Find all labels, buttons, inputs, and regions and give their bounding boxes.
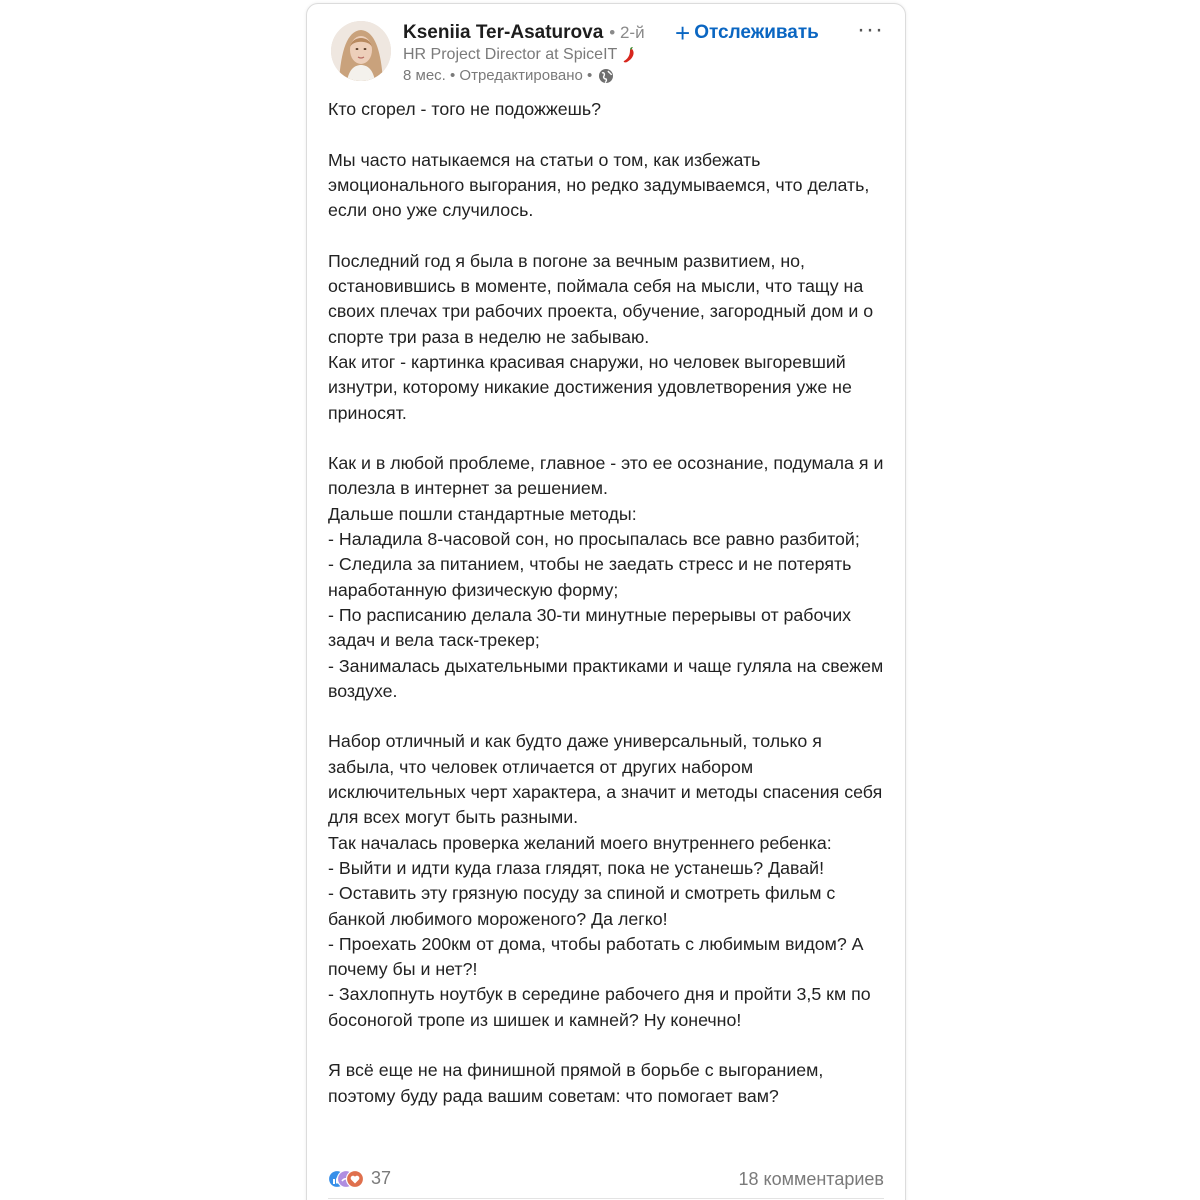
more-options-icon[interactable]: ···	[857, 16, 884, 43]
post-paragraph: Мы часто натыкаемся на статьи о том, как избежать эмоционального выгорания, но редко задумываемся, что делать, если оно уже случилось.	[328, 149, 870, 221]
author-headline	[403, 46, 637, 64]
headline-text: HR Project Director at SpiceIT	[403, 46, 618, 63]
love-reaction-icon	[347, 1170, 364, 1187]
divider	[328, 1198, 884, 1199]
follow-label: Отслеживать	[694, 22, 819, 43]
comments-count-link[interactable]: 18 комментариев	[738, 1169, 884, 1189]
globe-icon	[598, 68, 614, 84]
author-line	[403, 22, 645, 44]
chili-pepper-icon	[621, 46, 637, 64]
avatar[interactable]	[331, 21, 391, 81]
follow-button[interactable]	[675, 20, 819, 46]
reaction-icons	[328, 1169, 364, 1189]
post-body	[328, 97, 888, 1134]
reaction-count: 37	[371, 1168, 392, 1188]
author-name[interactable]: Kseniia Ter-Asaturova	[403, 22, 604, 43]
post-time: 8 мес. • Отредактировано •	[403, 67, 593, 84]
post-paragraph: Последний год я была в погоне за вечным развитием, но, остановившись в моменте, поймала себя на мысли, что тащу на своих плечах три рабочих проекта, обучение, загородный дом и о спорте три раза в неделю не забываю. Как итог - картинка красивая снаружи, но человек выгоревший изнутри, которому никакие достижения удовлетворения уже не приносят.	[328, 250, 874, 423]
reactions-summary[interactable]	[328, 1168, 391, 1189]
post-meta	[403, 67, 614, 84]
avatar-image	[331, 21, 391, 81]
plus-icon: +	[675, 18, 691, 48]
connection-degree: • 2-й	[609, 23, 645, 42]
post-paragraph: Кто сгорел - того не подожжешь?	[328, 99, 602, 119]
post-paragraph: Как и в любой проблеме, главное - это ее осознание, подумала я и полезла в интернет за решением. Дальше пошли стандартные методы: - Наладила 8-часовой сон, но просыпалась все равно разбитой; - Следила за питанием, чтобы не заедать стресс и не потерять наработанную физическую форму; - По расписанию делала 30-ти минутные перерывы от рабочих задач и вела таск-трекер; - Занималась дыхательными практиками и чаще гуляла на свежем воздухе.	[328, 453, 884, 701]
post-card	[306, 3, 906, 1200]
post-paragraph: Я всё еще не на финишной прямой в борьбе с выгоранием, поэтому буду рада вашим советам: что помогает вам?	[328, 1060, 824, 1106]
post-paragraph: Набор отличный и как будто даже универсальный, только я забыла, что человек отличается от других набором исключительных черт характера, а значит и методы спасения себя для всех могут быть разными. Так началась проверка желаний моего внутреннего ребенка: - Выйти и идти куда глаза глядят, пока не устанешь? Давай! - Оставить эту грязную посуду за спиной и смотреть фильм с банкой любимого мороженого? Да легко! - Проехать 200км от дома, чтобы работать с любимым видом? А почему бы и нет?! - Захлопнуть ноутбук в середине рабочего дня и пройти 3,5 км по босоногой тропе из шишек и камней? Ну конечно!	[328, 731, 883, 1030]
